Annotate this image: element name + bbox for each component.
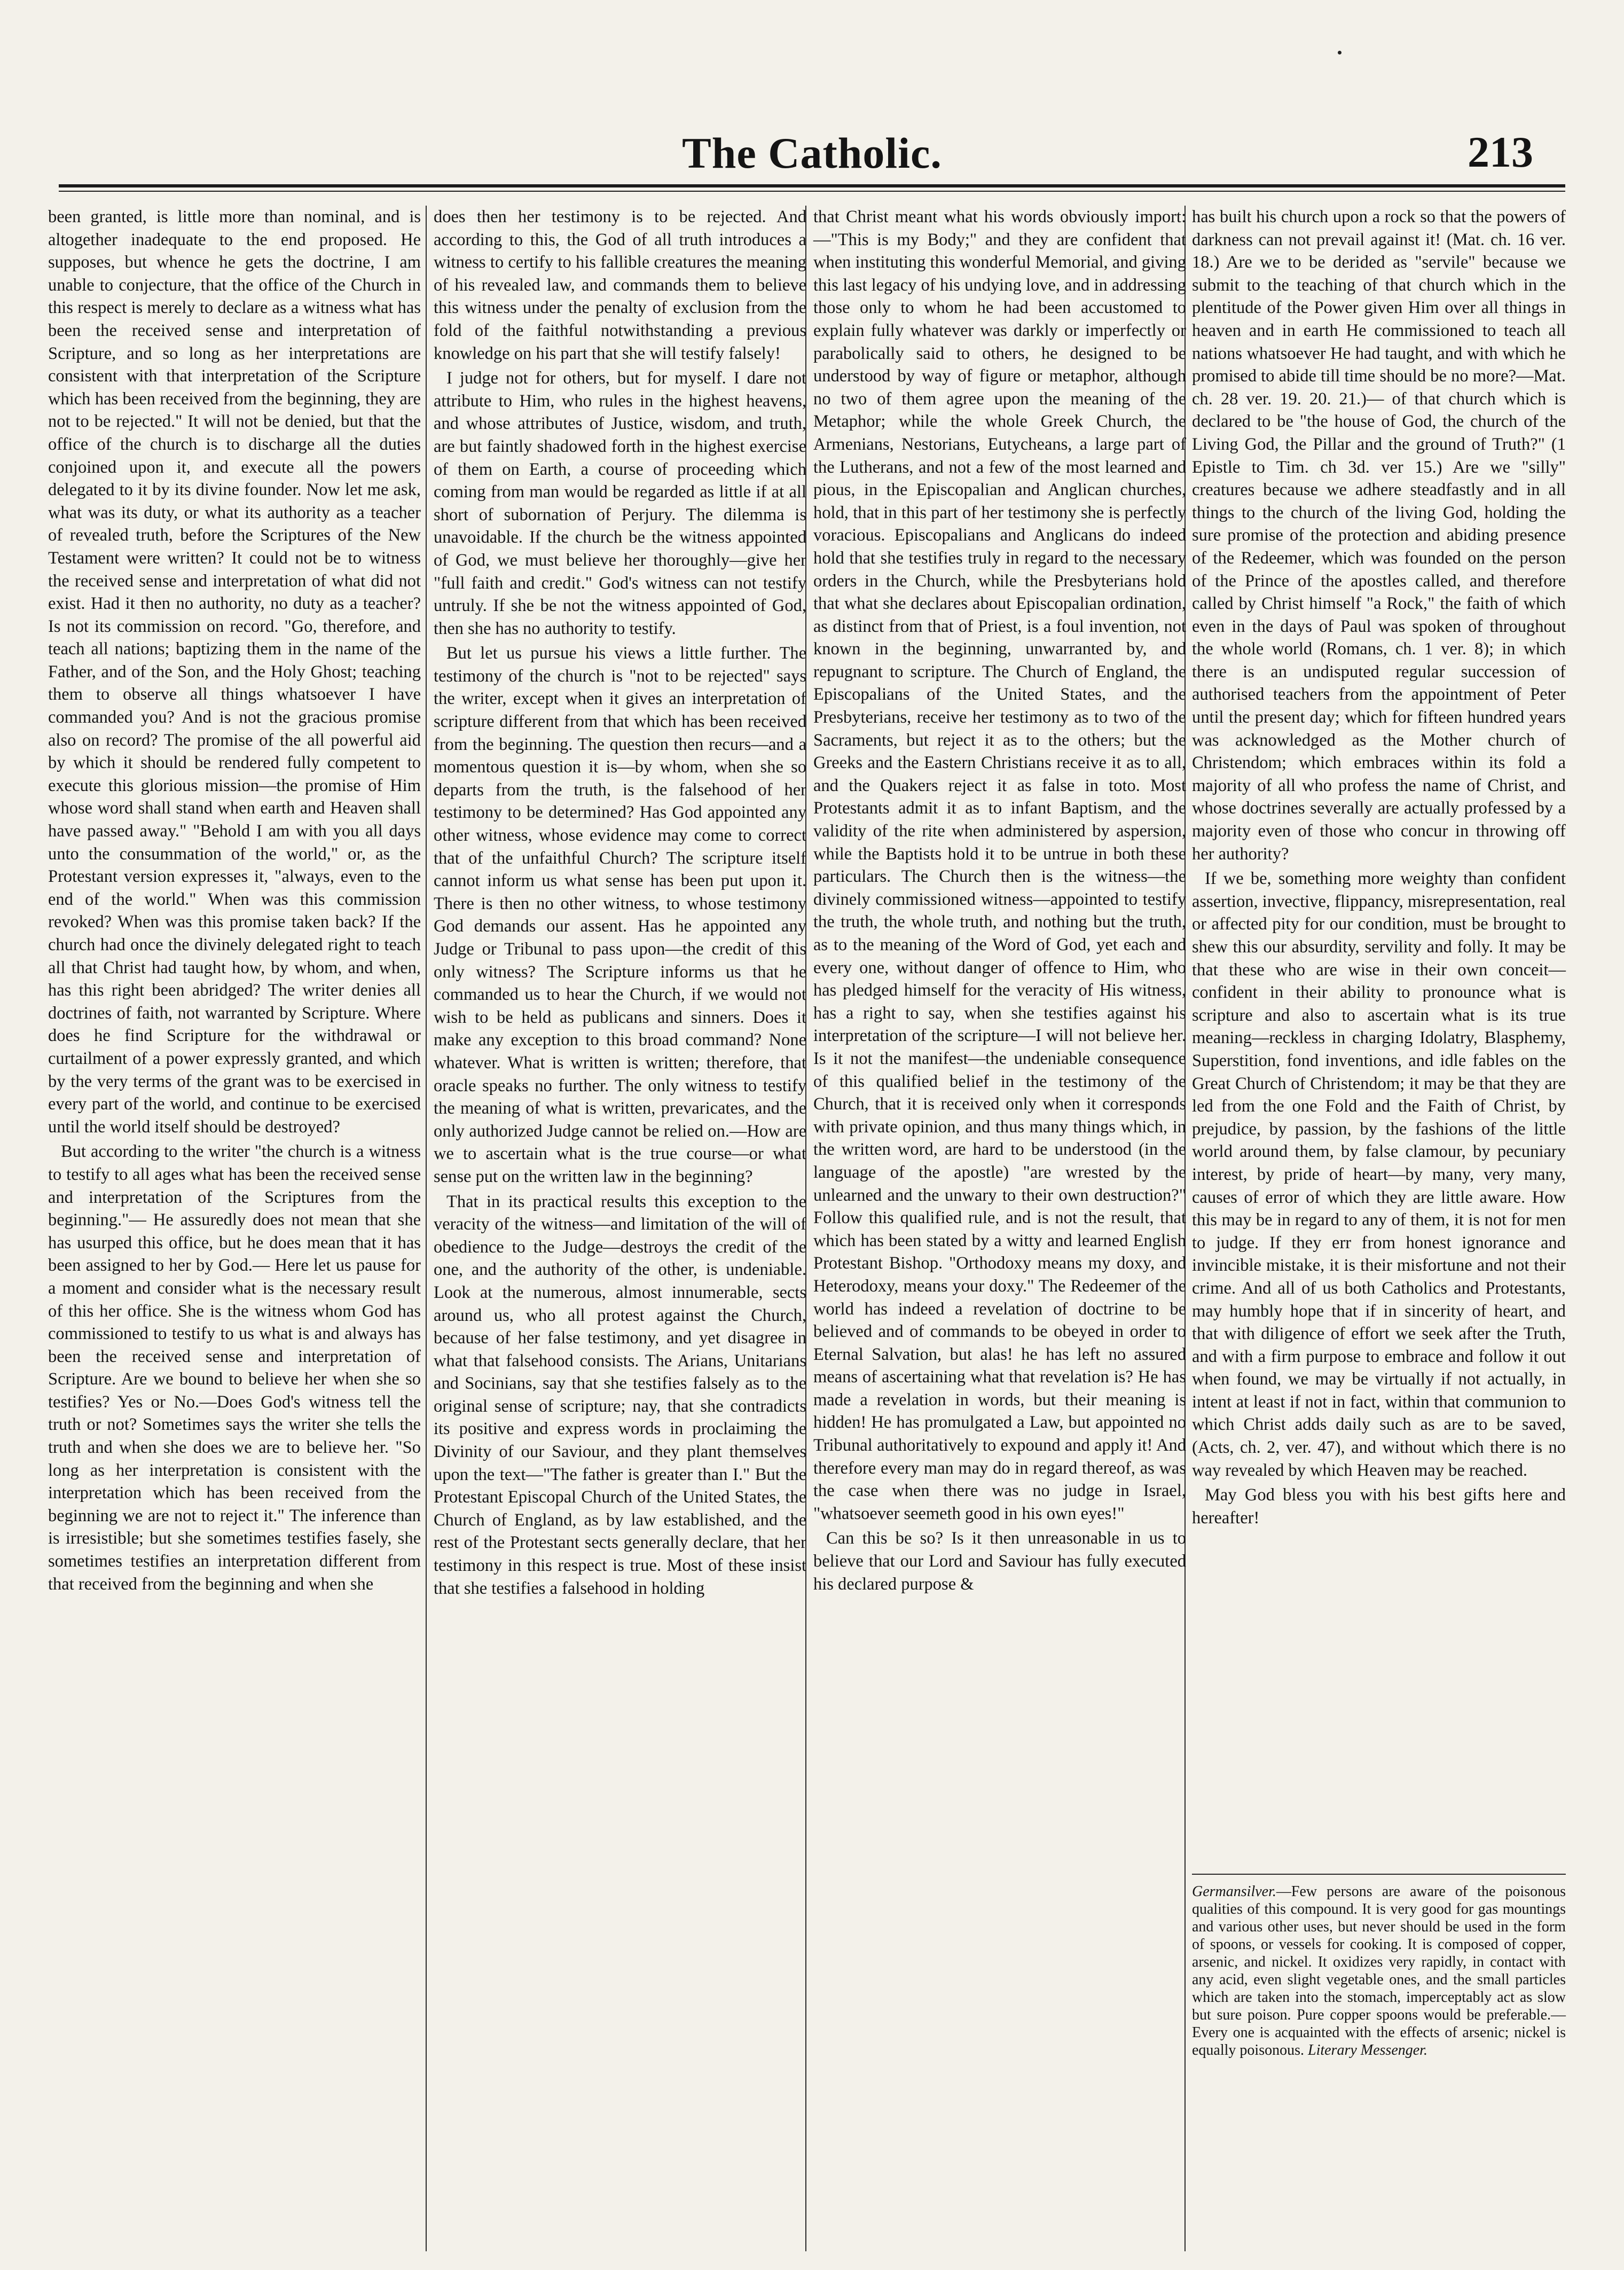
paragraph: May God bless you with his best gifts here and hereafter! (1192, 1485, 1566, 1528)
paragraph: has built his church upon a rock so that the powers of darkness can not prevail against it! (Mat. ch. 16 ver. 18.) Are we to be derided as "servile" because we submit to the teaching of that church which in the plentitude of the Power given Him over all things in heaven and in earth He commissioned to teach all nations whatsoever He had taught, and with which he promised to abide till time should be no more?—Mat. ch. 28 ver. 19. 20. 21.)— of that church which is declared to be "the house of God, the church of the Living God, the Pillar and the ground of Truth?" (1 Epistle to Tim. ch 3d. ver 15.) Are we "silly" creatures because we adhere steadfastly and in all things to the church of the living God, holding the sure promise of the protection and abiding presence of the Redeemer, which was founded on the person of the Prince of the apostles called, and therefore called by Christ himself "a Rock," the faith of which even in the days of Paul was spoken of throughout the whole world (Romans, ch. 1 ver. 8); in which there is an undisputed regular succession of authorised teachers from the appointment of Peter until the present day; which for fifteen hundred years was acknowledged as the Mother church of Christendom; which embraces within its fold a majority of all who profess the name of Christ, and whose doctrines severally are actually professed by a majority even of those who concur in throwing off her authority? (1192, 207, 1566, 864)
ink-speck (1338, 51, 1341, 54)
page-header (53, 112, 1571, 176)
running-title: The Catholic. (682, 129, 942, 177)
paragraph: I judge not for others, but for myself. I dare not attribute to Him, who rules in the highest heavens, and whose attributes of Justice, wisdom, and truth, are but faintly shadowed forth in the highest exercise of them on Earth, a course of proceeding which coming from man would be regarded as little if at all short of subornation of Perjury. The dilemma is unavoidable. If the church be the witness appointed of God, we must believe her thoroughly—give her "full faith and credit." God's witness can not testify untruly. If she be not the witness appointed of God, then she has no authority to testify. (434, 369, 806, 638)
note-separator (1192, 1874, 1566, 1875)
paragraph: been granted, is little more than nominal, and is altogether inadequate to the end proposed. He supposes, but whence he gets the doctrine, I am unable to conjecture, that the office of the Church in this respect is merely to declare as a witness what has been the received sense and interpretation of Scripture, and so long as her interpretations are consistent with that interpretation of the Scripture which has been received from the beginning, they are not to be rejected." It will not be denied, but that the office of the church is to discharge all the duties conjoined upon it, and execute all the powers delegated to it by its divine founder. Now let me ask, what was its duty, or what its authority as a teacher of revealed truth, before the Scriptures of the New Testament were written? It could not be to witness the received sense and interpretation of what did not exist. Had it then no authority, no duty as a teacher? Is not its commission on record. "Go, therefore, and teach all nations; baptizing them in the name of the Father, and of the Son, and the Holy Ghost; teaching them to observe all things whatsoever I have commanded you? And is not the gracious promise also on record? The promise of the all powerful aid by which it should be rendered fully competent to execute this glorious mission—the promise of Him whose word shall stand when earth and Heaven shall have passed away." "Behold I am with you all days unto the consummation of the world," or, as the Protestant version expresses it, "always, even to the end of the world." When was this commission revoked? When was this promise taken back? If the church had once the divinely delegated right to teach all that Christ had taught how, by whom, and when, has this right been abridged? The writer denies all doctrines of faith, not warranted by Scripture. Where does he find Scripture for the withdrawal or curtailment of a power expressly granted, and which by the very terms of the grant was to be exercised in every part of the world, and continue to be exercised until the world itself should be destroyed? (48, 207, 421, 1137)
text-column-4 (1192, 206, 1566, 1531)
german-silver-note (1192, 1883, 1566, 2059)
paragraph: If we be, something more weighty than confident assertion, invective, flippancy, misrepresentation, real or affected pity for our condition, must be brought to shew this our absurdity, servility and folly. It may be that these who are wise in their own conceit—confident in their ability to pronounce what is scripture and also to ascertain what is its true meaning—reckless in charging Idolatry, Blasphemy, Superstition, fond inventions, and idle fables on the Great Church of Christendom; it may be that they are led from the one Fold and the Faith of Christ, by prejudice, by passion, by the fashions of the little world around them, by false clamour, by pecuniary interest, by pride of heart—by many, very many, causes of error of which they are little aware. How this may be in regard to any of them, it is not for men to judge. If they err from honest ignorance and invincible mistake, it is their misfortune and not their crime. And all of us both Catholics and Protestants, may humbly hope that if in sincerity of heart, and that with diligence of effort we seek after the Truth, and with a firm purpose to embrace and follow it out when found, we may be virtually if not actually, in intent at least if not in fact, within that communion to which Christ adds daily such as are to be saved, (Acts, ch. 2, ver. 47), and without which there is no way revealed by which Heaven may be reached. (1192, 869, 1566, 1480)
paragraph: That in its practical results this exception to the veracity of the witness—and limitation of the will of obedience to the Judge—destroys the credit of the one, and the authority of the other, is undeniable. Look at the numerous, almost innumerable, sects around us, who all protest against the Church, because of her false testimony, and yet disagree in what that falsehood consists. The Arians, Unitarians and Socinians, say that she testifies falsely as to the original sense of scripture; nay, that she contradicts its positive and express words in proclaiming the Divinity of our Saviour, and they plant themselves upon the text—"The father is greater than I." But the Protestant Episcopal Church of the United States, the Church of England, as by law established, and the rest of the Protestant sects generally declare, that her testimony in this respect is true. Most of these insist that she testifies a falsehood in holding (434, 1192, 806, 1598)
paragraph: Can this be so? Is it then unreasonable in us to believe that our Lord and Saviour has fully executed his declared purpose & (813, 1529, 1186, 1594)
page-number: 213 (1468, 128, 1533, 176)
header-rule-thick (59, 184, 1565, 187)
paragraph: But let us pursue his views a little further. The testimony of the church is "not to be rejected" says the writer, except when it gives an interpretation of scripture different from that which has been received from the beginning. The question then recurs—and a momentous question it is—by whom, when she so departs from the truth, is the falsehood of her testimony to be determined? Has God appointed any other witness, whose evidence may come to correct that of the unfaithful Church? The scripture itself cannot inform us what sense has been put upon it. There is then no other witness, to whose testimony God demands our assent. Has he appointed any Judge or Tribunal to pass upon—the credit of this only witness? The Scripture informs us that he commanded us to hear the Church, if we would not wish to be held as publicans and sinners. Does it make any exception to this broad command? None whatever. What is written is written; therefore, that oracle speaks no further. The only witness to testify the meaning of what is written, prevaricates, and the only authorized Judge cannot be relied on.—How are we to ascertain what is the true course—or what sense put on the written law in the beginning? (434, 644, 806, 1186)
text-column-3 (813, 206, 1186, 1598)
paragraph: does then her testimony is to be rejected. And according to this, the God of all truth introduces a witness to certify to his fallible creatures the meaning of his revealed law, and commands them to believe this witness under the penalty of exclusion from the fold of the faithful notwithstanding a previous knowledge on his part that she will testify falsely! (434, 207, 806, 363)
paragraph: But according to the writer "the church is a witness to testify to all ages what has been the received sense and interpretation of the Scriptures from the beginning."— He assuredly does not mean that she has usurped this office, but he does mean that it has been assigned to her by God.— Here let us pause for a moment and consider what is the necessary result of this her office. She is the witness whom God has commissioned to testify to us what is and always has been the received sense and interpretation of Scripture. Are we bound to believe her when she so testifies? Yes or No.—Does God's witness tell the truth or not? Sometimes says the writer she tells the truth and when she does we are to believe her. "So long as her interpretation is consistent with the interpretation which has been received from the beginning we are not to reject it." The inference than is irresistible; but she sometimes testifies fasely, she sometimes testifies an interpretation different from that received from the beginning and when she (48, 1142, 421, 1594)
note-lead: Germansilver. (1192, 1883, 1276, 1900)
column-divider (426, 206, 427, 2251)
text-column-2 (434, 206, 806, 1602)
note-body: —Few persons are aware of the poisonous qualities of this compound. It is very good for gas mountings and various other uses, but never should be used in the form of spoons, or vessels for cooking. It is composed of copper, arsenic, and nickel. It oxidizes very rapidly, in contact with any acid, even slight vegetable ones, and the small particles which are taken into the stomach, imperceptably act as slow but sure poison. Pure copper spoons would be preferable.— Every one is acquainted with the effects of arsenic; nickel is equally poisonous. (1192, 1883, 1566, 2058)
header-rule-thin (59, 191, 1565, 192)
note-source: Literary Messenger. (1308, 2042, 1427, 2058)
paragraph: that Christ meant what his words obviously import:—"This is my Body;" and they are confident that when instituting this wonderful Memorial, and giving this last legacy of his undying love, and in addressing those only to whom he had been accustomed to explain fully whatever was darkly or imperfectly or parabolically said to others, he designed to be understood by way of figure or metaphor, although no two of them agree upon the meaning of the Metaphor; while the whole Greek Church, the Armenians, Nestorians, Eutycheans, a large part of the Lutherans, and not a few of the most learned and pious, in the Episcopalian and Anglican churches, hold, that in this part of her testimony she is perfectly voracious. Episcopalians and Anglicans do indeed hold that she testifies truly in regard to the necessary orders in the Church, while the Presbyterians hold that what she declares about Episcopalian ordination, as distinct from that of Priest, is a foul invention, not known in the beginning, unwarranted by, and repugnant to scripture. The Church of England, the Episcopalians of the United States, and the Presbyterians, receive her testimony as to two of the Sacraments, but reject it as to the others; but the Greeks and the Eastern Christians receive it as to all, and the Quakers reject it as false in toto. Most Protestants admit it as to infant Baptism, and the validity of the rite when administered by aspersion, while the Baptists hold it to be untrue in both these particulars. The Church then is the witness—the divinely commissioned witness—appointed to testify the truth, the whole truth, and nothing but the truth, as to the meaning of the Word of God, yet each and every one, without danger of offence to Him, who has pledged himself for the veracity of His witness, has a right to say, when she testifies against his interpretation of the scripture—I will not believe her. Is it not the manifest—the undeniable consequence of this qualified belief in the testimony of the Church, that it is received only when it corresponds with private opinion, and thus many things which, in the written word, are hard to be understood (in the language of the apostle) "are wrested by the unlearned and the unwary to their own destruction?" Follow this qualified rule, and is not the result, that which has been stated by a witty and learned English Protestant Bishop. "Orthodoxy means my doxy, and Heterodoxy, means your doxy." The Redeemer of the world has indeed a revelation of doctrine to be believed and of commands to be obeyed in order to Eternal Salvation, but alas! he has left no assured means of ascertaining what that revelation is? He has made a revelation in words, but their meaning is hidden! He has promulgated a Law, but appointed no Tribunal authoritatively to expound and apply it! And therefore every man may do in regard thereof, as was the case when there was no judge in Israel, "whatsoever seemeth good in his own eyes!" (813, 207, 1186, 1523)
text-column-1 (48, 206, 421, 1598)
